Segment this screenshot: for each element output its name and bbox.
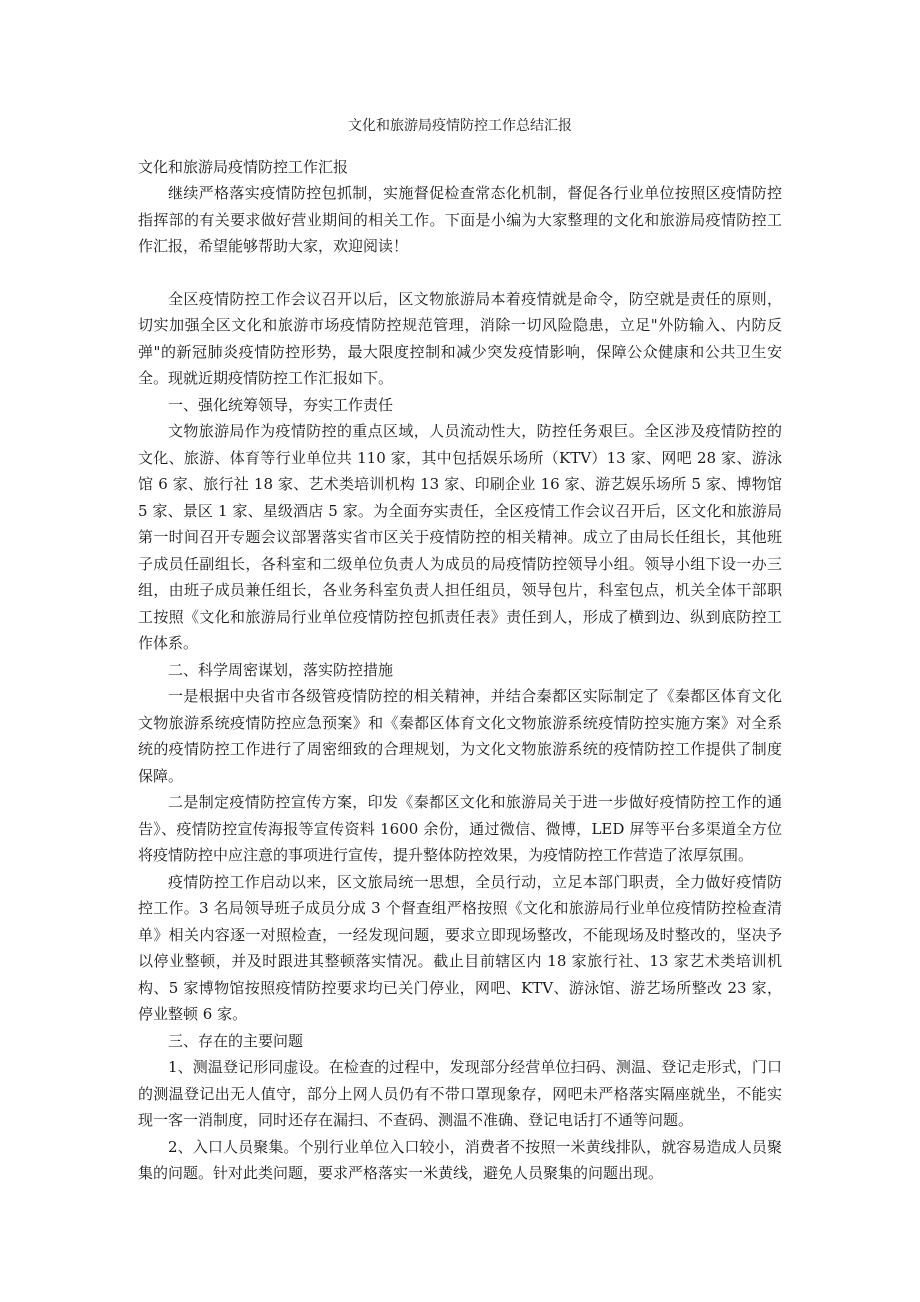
section-heading-2: 二、科学周密谋划，落实防控措施 (168, 660, 394, 679)
paragraph-leadership: 文物旅游局作为疫情防控的重点区域，人员流动性大，防控任务艰巨。全区涉及疫情防控的文化、旅游、体育等行业单位共 110 家，其中包括娱乐场所（KTV）13 家、网吧 28 家、游泳馆 6 家、旅行社 18 家、艺术类培训机构 13 家、印刷企业 16 家、游艺娱乐场所 5 家、博物馆 5 家、景区 1 家、星级酒店 5 家。为全面夯实责任，全区疫情工作会议召开后，区文化和旅游局第一时间召开专题会议部署落实省市区关于疫情防控的相关精神。成立了由局长任组长，其他班子成员任副组长，各科室和二级单位负责人为成员的局疫情防控领导小组。领导小组下设一办三组，由班子成员兼任组长，各业务科室负责人担任组员，领导包片，科室包点，机关全体干部职工按照《文化和旅游局行业单位疫情防控包抓责任表》责任到人，形成了横到边、纵到底防控工作体系。 (138, 422, 782, 652)
blank-line (138, 260, 782, 286)
intro-paragraph: 继续严格落实疫情防控包抓制，实施督促检查常态化机制，督促各行业单位按照区疫情防控指挥部的有关要求做好营业期间的相关工作。下面是小编为大家整理的文化和旅游局疫情防控工作汇报，希望能够帮助大家，欢迎阅读！ (138, 184, 782, 255)
paragraph-overview: 全区疫情防控工作会议召开以后，区文物旅游局本着疫情就是命令，防空就是责任的原则，切实加强全区文化和旅游市场疫情防控规范管理，消除一切风险隐患，立足"外防输入、内防反弹"的新冠肺炎疫情防控形势，最大限度控制和减少突发疫情影响，保障公众健康和公共卫生安全。现就近期疫情防控工作汇报如下。 (138, 289, 782, 387)
document-subtitle: 文化和旅游局疫情防控工作汇报 (138, 158, 349, 176)
document-title: 文化和旅游局疫情防控工作总结汇报 (348, 118, 572, 134)
paragraph-publicity: 二是制定疫情防控宣传方案，印发《秦都区文化和旅游局关于进一步做好疫情防控工作的通告》、疫情防控宣传海报等宣传资料 1600 余份，通过微信、微博，LED 屏等平台多渠道全方位将疫情防控中应注意的事项进行宣传，提升整体防控效果，为疫情防控工作营造了浓厚氛围。 (138, 793, 782, 864)
section-heading-3: 三、存在的主要问题 (168, 1031, 304, 1050)
section-heading-1: 一、强化统筹领导，夯实工作责任 (168, 395, 394, 414)
paragraph-problem-2: 2、入口人员聚集。个别行业单位入口较小，消费者不按照一米黄线排队，就容易造成人员聚集的问题。针对此类问题，要求严格落实一米黄线，避免人员聚集的问题出现。 (138, 1137, 782, 1182)
paragraph-inspection: 疫情防控工作启动以来，区文旅局统一思想，全员行动，立足本部门职责，全力做好疫情防控工作。3 名局领导班子成员分成 3 个督查组严格按照《文化和旅游局行业单位疫情防控检查清单》相关内容逐一对照检查，一经发现问题，要求立即现场整改，不能现场及时整改的，坚决予以停业整顿，并及时跟进其整顿落实情况。截止目前辖区内 18 家旅行社、13 家艺术类培训机构、5 家博物馆按照疫情防控要求均已关门停业，网吧、KTV、游泳馆、游艺场所整改 23 家，停业整顿 6 家。 (138, 872, 782, 1023)
paragraph-problem-1: 1、测温登记形同虚设。在检查的过程中，发现部分经营单位扫码、测温、登记走形式，门口的测温登记出无人值守，部分上网人员仍有不带口罩现象存，网吧未严格落实隔座就坐，不能实现一客一消制度，同时还存在漏扫、不查码、测温不准确、登记电话打不通等问题。 (138, 1058, 782, 1129)
paragraph-plan: 一是根据中央省市各级管疫情防控的相关精神，并结合秦都区实际制定了《秦都区体育文化文物旅游系统疫情防控应急预案》和《秦都区体育文化文物旅游系统疫情防控实施方案》对全系统的疫情防控工作进行了周密细致的合理规划，为文化文物旅游系统的疫情防控工作提供了制度保障。 (138, 687, 782, 785)
